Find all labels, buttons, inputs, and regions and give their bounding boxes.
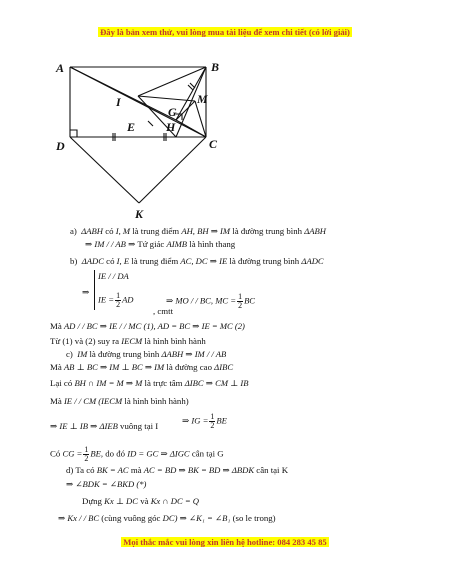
part-c-line1: c) IM là đường trung bình ΔABH ⇒ IM / / AB xyxy=(66,349,227,359)
part-d-line4: ⇒ Kx / / BC (cùng vuông góc DC) ⇒ ∠K₁ = ∠B₁ (so le trong) xyxy=(58,513,276,523)
label-A: A xyxy=(56,61,65,75)
part-d-line1: d) Ta có BK = AC mà AC = BD ⇒ BK = BD ⇒ ΔBDK cân tại K xyxy=(66,465,289,475)
label-M: M xyxy=(197,92,208,106)
part-c-line3: Lại có BH ∩ IM = M ⇒ M là trực tâm ΔIBC ⇒ CM ⊥ IB xyxy=(50,378,249,388)
fraction-half: $\frac{1}{2}$ xyxy=(116,291,121,309)
system-row1: IE / / DA xyxy=(98,271,129,281)
system-arrow: ⇒ xyxy=(82,287,90,297)
label-C: C xyxy=(209,137,218,151)
part-d-line2: ⇒ ∠BDK = ∠BKD (*) xyxy=(66,479,147,489)
cmtt-note: , cmtt xyxy=(153,306,174,316)
part-d-line3: Dựng Kx ⊥ DC và Kx ∩ DC = Q xyxy=(82,496,199,506)
part-c-line5: ⇒ IE ⊥ IB ⇒ ΔIEB vuông tại I xyxy=(50,421,159,431)
part-a-line1: a) ΔABH có I, M là trung điểm AH, BH ⇒ IM là đường trung bình ΔABH xyxy=(70,226,326,236)
label-B: B xyxy=(211,60,220,74)
part-b-line3: Mà AD / / BC ⇒ IE / / MC (1), AD = BC ⇒ IE = MC (2) xyxy=(50,321,245,331)
part-b-line1: b) ΔADC có I, E là trung điểm AC, DC ⇒ IE là đường trung bình ΔADC xyxy=(70,256,324,266)
part-b-line4: Từ (1) và (2) suy ra IECM là hình bình hành xyxy=(50,336,206,346)
label-E: E xyxy=(127,120,136,134)
label-K: K xyxy=(135,207,144,221)
system-brace xyxy=(94,270,95,310)
part-c-line4: Mà IE / / CM (IECM là hình bình hành) xyxy=(50,396,189,406)
part-c-line5-fraction: ⇒ IG = $\frac{1}{2}$ BE xyxy=(182,412,227,430)
label-D: D xyxy=(56,139,65,153)
hotline-text: Mọi thắc mắc vui lòng xin liên hệ hotline: 084 283 45 85 xyxy=(123,537,327,547)
preview-notice-text: Đây là bản xem thử, vui lòng mua tài liệu để xem chi tiết (có lời giải) xyxy=(100,27,350,37)
geometry-figure xyxy=(0,0,450,230)
label-I: I xyxy=(116,95,121,109)
system-row2: IE = $\frac{1}{2}$ AD xyxy=(98,291,134,309)
part-a-line2: ⇒ IM / / AB ⇒ Tứ giác AIMB là hình thang xyxy=(85,239,236,249)
part-c-line2: Mà AB ⊥ BC ⇒ IM ⊥ BC ⇒ IM là đường cao ΔIBC xyxy=(50,362,234,372)
label-H: H xyxy=(166,120,176,134)
system-conclusion: ⇒ MO / / BC, MC = $\frac{1}{2}$ BC xyxy=(166,292,256,310)
part-c-line6: Có CG = $\frac{1}{2}$ BE, do đó ID = GC ⇒ ΔIGC cân tại G xyxy=(50,445,224,463)
label-G: G xyxy=(168,105,177,119)
hotline-banner xyxy=(0,537,450,547)
